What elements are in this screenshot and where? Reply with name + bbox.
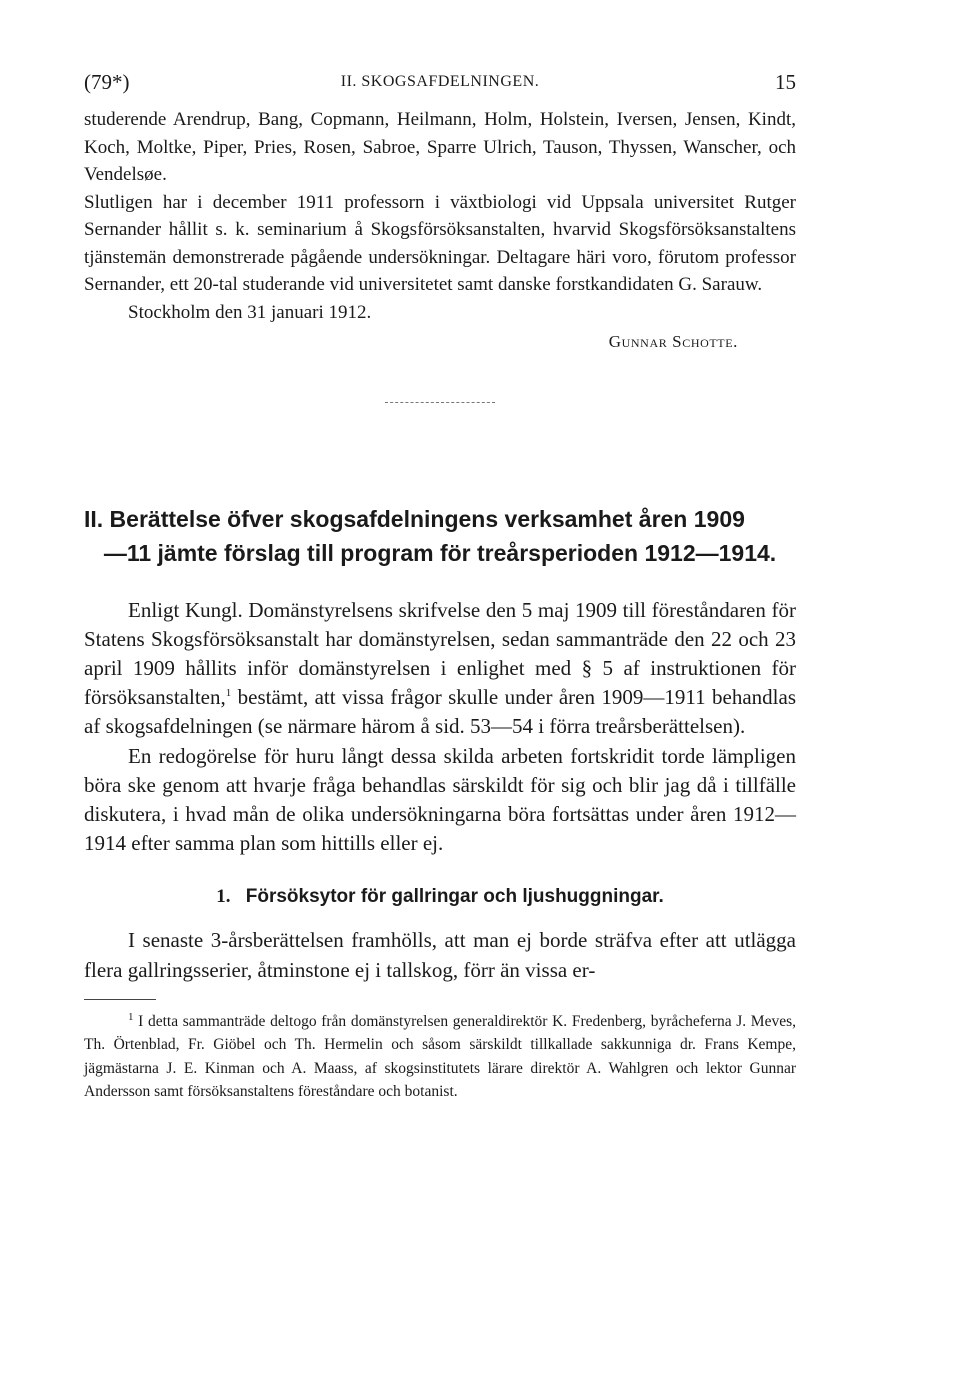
place-date: Stockholm den 31 januari 1912. — [128, 301, 372, 323]
paragraph-decree-cont: bestämt, att vissa frågor skulle under åren 1909—1911 behandlas af skogsafdelningen (se närmare härom å sid. 53—54 i förra treårsberättelsen). — [84, 685, 796, 739]
subsection-heading — [84, 886, 796, 908]
section-divider — [385, 402, 495, 404]
report-conclusion — [84, 106, 796, 356]
paragraph-thinning: I senaste 3-årsberättelsen framhölls, att man ej borde sträfva efter att utlägga flera gallringsserier, åtminstone ej i tallskog, förr än vissa er- — [84, 928, 796, 982]
paragraph-seminar: Slutligen har i december 1911 professorn i växtbiologi vid Uppsala universitet Rutger Sernander hållit s. k. seminarium å Skogsförsöksanstalten, hvarvid Skogsförsöksanstaltens tjänstemän demonstrerade pågående undersökningar. Deltagare häri voro, förutom professor Sernander, ett 20-tal studerande vid universitetet samt danske forstkandidaten G. Sarauw. — [84, 191, 796, 295]
footnote-reference: 1 — [225, 687, 232, 700]
document-page — [84, 70, 796, 1104]
signature: Gunnar Schotte. — [608, 332, 738, 351]
footnote-rule — [84, 999, 156, 1000]
footnote — [84, 1010, 796, 1104]
section-heading-line-1: II. Berättelse öfver skogsafdelningens verksamhet åren 1909 — [84, 505, 745, 532]
page-reference: (79*) — [84, 70, 130, 94]
section-heading-line-2: —11 jämte förslag till program för treårsperioden 1912—1914. — [103, 539, 777, 566]
subsection-title: Försöksytor för gallringar och ljushuggningar. — [245, 886, 664, 908]
paragraph-decree — [84, 596, 796, 742]
subsection-number: 1. — [216, 886, 231, 908]
footnote-marker: 1 — [128, 1010, 134, 1023]
running-title: II. SKOGSAFDELNINGEN. — [340, 73, 540, 90]
section-body — [84, 596, 796, 859]
paragraph-account: En redogörelse för huru långt dessa skilda arbeten fortskridit torde lämpligen böra ske genom att hvarje fråga behandlas särskildt för sig och blir jag då i tillfälle diskutera, i hvad mån de olika undersökningarna böra fortsättas under åren 1912—1914 efter samma plan som hittills eller ej. — [84, 743, 796, 856]
subsection-body — [84, 926, 796, 984]
page-number: 15 — [775, 70, 796, 94]
footnote-paragraph — [84, 1010, 796, 1104]
paragraph-student-list: studerende Arendrup, Bang, Copmann, Heilmann, Holm, Holstein, Iversen, Jensen, Kindt, Koch, Moltke, Piper, Pries, Rosen, Sabroe, Sparre Ulrich, Tauson, Thyssen, Wanscher, och Vendelsøe. — [84, 109, 796, 185]
paragraph-decree-text: Enligt Kungl. Domänstyrelsens skrifvelse den 5 maj 1909 till föreståndaren för Statens Skogsförsöksanstalt har domänstyrelsen, sedan sammanträde den 22 och 23 april 1909 hållits inför domänstyrelsen i enlighet med § 5 af instruktionen för försöksanstalten, — [84, 597, 796, 710]
page-header — [84, 70, 796, 106]
footnote-text: I detta sammanträde deltogo från domänstyrelsen generaldirektör K. Fredenberg, byråcheferna J. Meves, Th. Örtenblad, Fr. Giöbel och Th. Hermelin och såsom särskildt tillkallade sakkunniga dr. Frans Kempe, jägmästarna J. E. Kinman och A. Maass, af skogsinstitutets lärare direktör A. Wahlgren och lektor Gunnar Andersson samt försöksanstaltens föreståndare och botanist. — [84, 1012, 796, 1101]
section-heading — [84, 502, 796, 570]
